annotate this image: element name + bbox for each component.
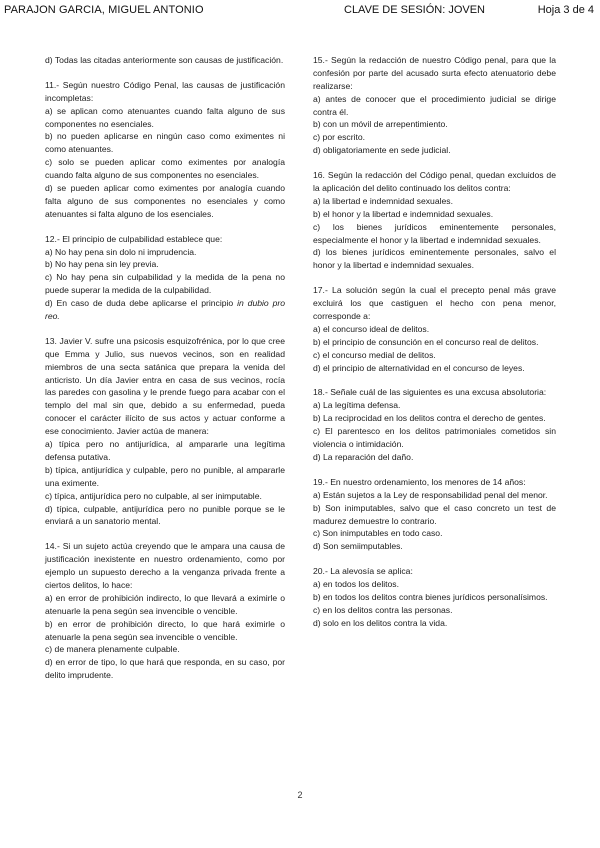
question-17 — [313, 284, 556, 374]
question-stem: 13. Javier V. sufre una psicosis esquizofrénica, por lo que cree que Emma y Julio, sus nuevos vecinos, son en realidad miembros de una secta satánica que prepara la venida del anticristo. Un día Javier entra en casa de sus vecinos, rocía las paredes con gasolina y le prende fuego para acabar con el templo del mal sin que, debido a su enfermedad, pueda conocer el carácter ilícito de sus actos y actuar conforme a ese conocimiento. Javier actúa de manera: — [45, 335, 285, 437]
option-a: a) antes de conocer que el procedimiento judicial se dirige contra él. — [313, 93, 556, 117]
option-a: a) la libertad e indemnidad sexuales. — [313, 195, 453, 206]
option-b: b) La reciprocidad en los delitos contra el derecho de gentes. — [313, 413, 546, 424]
question-stem: 11.- Según nuestro Código Penal, las causas de justificación incompletas: — [45, 79, 285, 103]
option-c: c) El parentesco en los delitos patrimoniales cometidos sin violencia o intimidación. — [313, 426, 556, 450]
option-d — [45, 297, 285, 323]
question-19 — [313, 476, 556, 553]
option-b: b) típica, antijurídica y culpable, pero no punible, al ampararle una eximente. — [45, 464, 285, 488]
question-stem: 12.- El principio de culpabilidad establece que: — [45, 233, 223, 244]
option-b: b) Son inimputables, salvo que el caso concreto un test de madurez demuestre lo contrario. — [313, 502, 556, 526]
option-d: d) Son semiimputables. — [313, 541, 403, 552]
question-12 — [45, 233, 285, 323]
option-d: d) en error de tipo, lo que hará que responda, en su caso, por delito imprudente. — [45, 657, 285, 681]
option-a: a) Están sujetos a la Ley de responsabilidad penal del menor. — [313, 489, 548, 500]
option-c: c) el concurso medial de delitos. — [313, 349, 436, 360]
question-stem: 18.- Señale cuál de las siguientes es una excusa absolutoria: — [313, 387, 547, 398]
question-stem: 16. Según la redacción del Código penal, quedan excluidos de la aplicación del delito continuado los delitos contra: — [313, 170, 556, 194]
option-a: a) típica pero no antijurídica, al ampararle una legítima defensa putativa. — [45, 439, 285, 462]
option-d: d) solo en los delitos contra la vida. — [313, 617, 448, 628]
option-c: c) Son inimputables en todo caso. — [313, 528, 443, 539]
option-b: b) no pueden aplicarse en ningún caso como eximentes ni como atenuantes. — [45, 131, 285, 155]
option-c: c) por escrito. — [313, 132, 366, 143]
option-b: b) en todos los delitos contra bienes jurídicos personalísimos. — [313, 591, 548, 602]
question-11 — [45, 79, 285, 221]
left-column — [45, 54, 285, 694]
question-10-tail — [45, 54, 285, 67]
question-stem: 14.- Si un sujeto actúa creyendo que le ampara una causa de justificación inexistente en nuestro ordenamiento, como por ejemplo un supuesto derecho a la venganza privada frente a ciertos delitos, lo hace: — [45, 541, 285, 590]
option-c: c) de manera plenamente culpable. — [45, 644, 180, 655]
option-b: b) el principio de consunción en el concurso real de delitos. — [313, 336, 539, 347]
option-c: c) en los delitos contra las personas. — [313, 604, 453, 615]
right-column — [313, 54, 556, 642]
option-a: a) No hay pena sin dolo ni imprudencia. — [45, 246, 197, 257]
question-13 — [45, 335, 285, 528]
option-d: d) La reparación del daño. — [313, 451, 414, 462]
option-b: b) No hay pena sin ley previa. — [45, 259, 159, 270]
question-stem: 20.- La alevosía se aplica: — [313, 566, 413, 577]
option-d: d) típica, culpable, antijurídica pero no punible porque se le enviará a un sanatorio mental. — [45, 503, 285, 527]
sheet-number: Hoja 3 de 4 — [537, 4, 594, 16]
student-name: PARAJON GARCIA, MIGUEL ANTONIO — [4, 4, 204, 16]
latin-phrase: in dubio pro reo. — [45, 298, 286, 322]
option-c: c) los bienes jurídicos eminentemente personales, especialmente el honor y la libertad e indemnidad sexuales. — [313, 221, 556, 245]
page-header — [4, 4, 594, 20]
option-d: d) los bienes jurídicos eminentemente personales, salvo el honor y la libertad e indemnidad sexuales. — [313, 247, 556, 271]
option-b: b) en error de prohibición directo, lo que hará eximirle o atenuarle la pena según sea invencible o vencible. — [45, 618, 285, 642]
option-b: b) con un móvil de arrepentimiento. — [313, 119, 448, 130]
option-c: c) No hay pena sin culpabilidad y la medida de la pena no puede superar la medida de la culpabilidad. — [45, 272, 285, 296]
option-d: d) el principio de alternatividad en el concurso de leyes. — [313, 362, 525, 373]
session-key: CLAVE DE SESIÓN: JOVEN — [344, 4, 486, 16]
question-20 — [313, 565, 556, 629]
option-d-text: d) En caso de duda debe aplicarse el principio — [45, 298, 234, 309]
option-b: b) el honor y la libertad e indemnidad sexuales. — [313, 208, 494, 219]
question-stem: 17.- La solución según la cual el precepto penal más grave excluirá los que castiguen el hecho con pena menor, corresponde a: — [313, 285, 556, 322]
question-14 — [45, 540, 285, 682]
option-a: a) La legítima defensa. — [313, 400, 401, 411]
question-18 — [313, 386, 556, 463]
page-number: 2 — [297, 790, 303, 800]
option-a: a) el concurso ideal de delitos. — [313, 323, 430, 334]
option-a: a) en todos los delitos. — [313, 579, 399, 590]
option-a: a) en error de prohibición indirecto, lo que llevará a eximirle o atenuarle la pena según sea invencible o vencible. — [45, 592, 285, 616]
option-c: c) típica, antijurídica pero no culpable, al ser inimputable. — [45, 490, 262, 501]
question-stem: 19.- En nuestro ordenamiento, los menores de 14 años: — [313, 476, 526, 487]
question-15 — [313, 54, 556, 157]
option-d: d) obligatoriamente en sede judicial. — [313, 145, 451, 156]
option-c: c) solo se pueden aplicar como eximentes por analogía cuando falta alguno de sus componentes no esenciales. — [45, 157, 285, 181]
option-d: d) Todas las citadas anteriormente son causas de justificación. — [45, 55, 284, 65]
question-stem: 15.- Según la redacción de nuestro Código penal, para que la confesión por parte del acusado surta efecto atenuatorio debe realizarse: — [313, 55, 556, 91]
option-a: a) se aplican como atenuantes cuando falta alguno de sus componentes no esenciales. — [45, 105, 285, 129]
question-16 — [313, 169, 556, 272]
option-d: d) se pueden aplicar como eximentes por analogía cuando falta alguno de sus componentes no esenciales y como atenuantes si falta alguno de los esenciales. — [45, 183, 285, 219]
